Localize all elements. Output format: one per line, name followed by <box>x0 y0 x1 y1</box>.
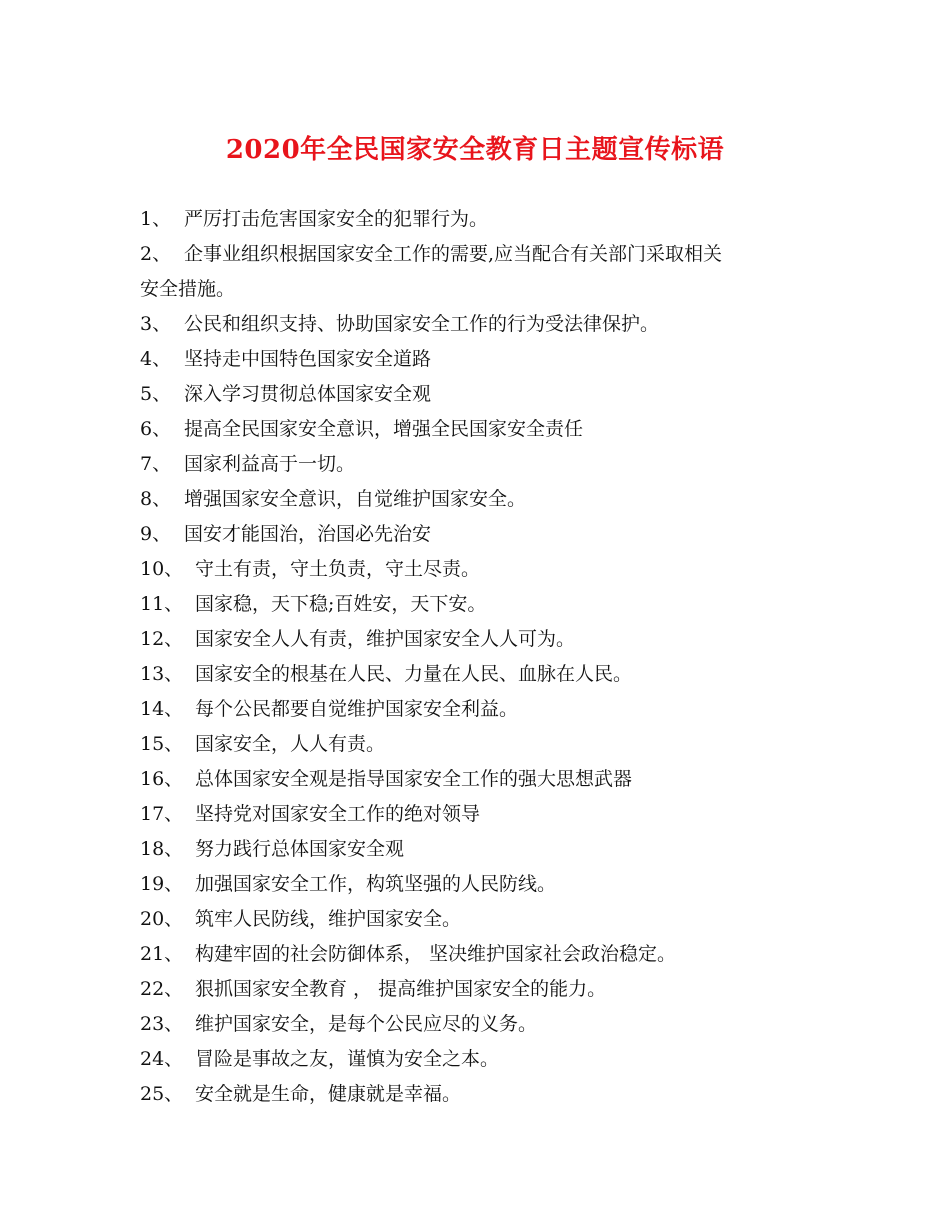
item-number: 5、 <box>140 383 172 405</box>
list-item <box>140 902 820 937</box>
item-text: 国家安全，人人有责。 <box>195 733 386 755</box>
item-number: 6、 <box>140 418 172 440</box>
list-item <box>140 237 820 272</box>
item-number: 18、 <box>140 838 184 860</box>
item-text: 企事业组织根据国家安全工作的需要,应当配合有关部门采取相关 <box>184 243 723 265</box>
item-number: 21、 <box>140 943 184 965</box>
item-number: 20、 <box>140 908 184 930</box>
item-text: 安全就是生命，健康就是幸福。 <box>195 1083 462 1105</box>
list-item <box>140 867 820 902</box>
list-item <box>140 692 820 727</box>
item-text: 构建牢固的社会防御体系， 坚决维护国家社会政治稳定。 <box>195 943 677 965</box>
list-item <box>140 377 820 412</box>
item-number: 12、 <box>140 628 184 650</box>
item-text: 公民和组织支持、协助国家安全工作的行为受法律保护。 <box>184 313 660 335</box>
list-item <box>140 552 820 587</box>
item-number: 7、 <box>140 453 172 475</box>
item-text: 每个公民都要自觉维护国家安全利益。 <box>195 698 519 720</box>
list-item <box>140 1077 820 1112</box>
item-text: 严厉打击危害国家安全的犯罪行为。 <box>184 208 489 230</box>
item-number: 15、 <box>140 733 184 755</box>
list-item <box>140 482 820 517</box>
item-continuation: 安全措施。 <box>140 278 236 300</box>
item-number: 8、 <box>140 488 172 510</box>
item-text: 国家稳，天下稳;百姓安，天下安。 <box>195 593 487 615</box>
item-text: 增强国家安全意识，自觉维护国家安全。 <box>184 488 527 510</box>
list-item <box>140 412 820 447</box>
item-number: 13、 <box>140 663 184 685</box>
item-number: 22、 <box>140 978 184 1000</box>
item-text: 维护国家安全，是每个公民应尽的义务。 <box>195 1013 538 1035</box>
item-number: 23、 <box>140 1013 184 1035</box>
list-item <box>140 587 820 622</box>
item-text: 国家安全人人有责，维护国家安全人人可为。 <box>195 628 576 650</box>
list-item <box>140 447 820 482</box>
item-text: 总体国家安全观是指导国家安全工作的强大思想武器 <box>195 768 633 790</box>
list-item <box>140 1042 820 1077</box>
item-number: 16、 <box>140 768 184 790</box>
item-text: 国家利益高于一切。 <box>184 453 356 475</box>
item-text: 提高全民国家安全意识，增强全民国家安全责任 <box>184 418 584 440</box>
list-item <box>140 937 820 972</box>
item-number: 9、 <box>140 523 172 545</box>
item-text: 狠抓国家安全教育 ， 提高维护国家安全的能力。 <box>195 978 607 1000</box>
item-number: 11、 <box>140 593 184 615</box>
item-number: 14、 <box>140 698 184 720</box>
item-text: 冒险是事故之友，谨慎为安全之本。 <box>195 1048 500 1070</box>
list-item <box>140 517 820 552</box>
item-text: 坚持走中国特色国家安全道路 <box>184 348 432 370</box>
item-number: 1、 <box>140 208 172 230</box>
list-item <box>140 762 820 797</box>
list-item <box>140 832 820 867</box>
item-text: 筑牢人民防线，维护国家安全。 <box>195 908 462 930</box>
item-text: 加强国家安全工作，构筑坚强的人民防线。 <box>195 873 557 895</box>
list-item <box>140 342 820 377</box>
item-number: 19、 <box>140 873 184 895</box>
item-text: 国安才能国治，治国必先治安 <box>184 523 432 545</box>
document-title: 2020年全民国家安全教育日主题宣传标语 <box>225 135 725 165</box>
item-text: 深入学习贯彻总体国家安全观 <box>184 383 432 405</box>
item-number: 3、 <box>140 313 172 335</box>
list-item <box>140 1007 820 1042</box>
item-number: 17、 <box>140 803 184 825</box>
list-item <box>140 657 820 692</box>
list-item <box>140 202 820 237</box>
item-number: 4、 <box>140 348 172 370</box>
item-text: 努力践行总体国家安全观 <box>195 838 405 860</box>
item-text: 国家安全的根基在人民、力量在人民、血脉在人民。 <box>195 663 633 685</box>
slogan-list <box>140 202 820 1112</box>
list-item <box>140 307 820 342</box>
item-number: 2、 <box>140 243 172 265</box>
list-item <box>140 972 820 1007</box>
item-text: 坚持党对国家安全工作的绝对领导 <box>195 803 481 825</box>
item-text: 守土有责，守土负责，守土尽责。 <box>195 558 481 580</box>
list-item <box>140 727 820 762</box>
list-item <box>140 797 820 832</box>
item-number: 10、 <box>140 558 184 580</box>
list-item <box>140 622 820 657</box>
item-number: 24、 <box>140 1048 184 1070</box>
item-number: 25、 <box>140 1083 184 1105</box>
